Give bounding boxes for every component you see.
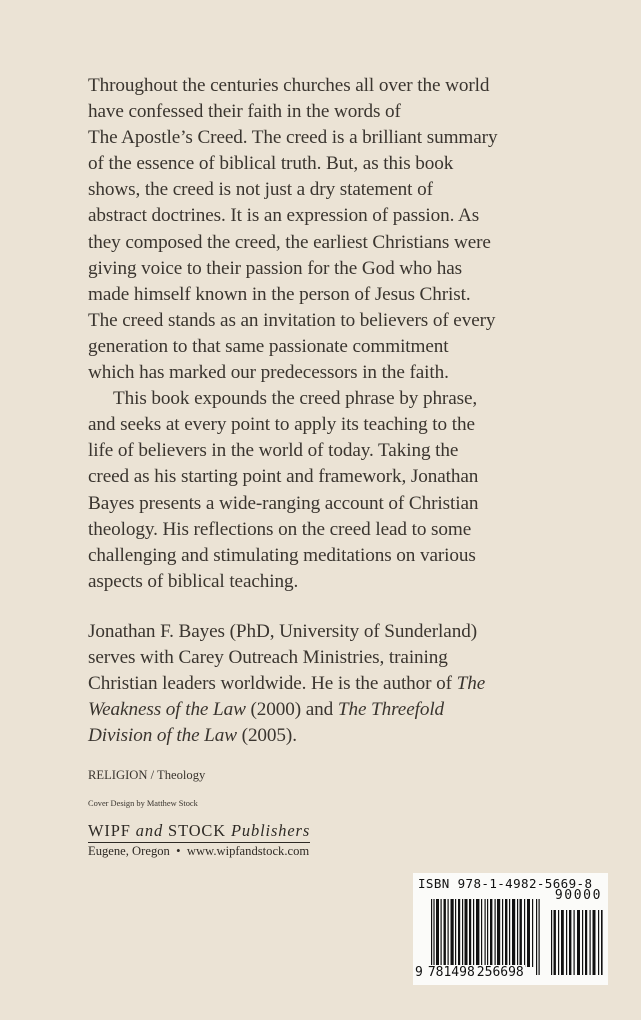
bio-text: (2005). — [236, 725, 297, 747]
text-line: Bayes presents a wide-ranging account of Christian — [88, 492, 479, 514]
isbn-barcode — [413, 873, 608, 985]
publisher-name-part: Publishers — [231, 821, 311, 840]
text-line: life of believers in the world of today. Taking the — [88, 440, 459, 462]
cover-design-credit: Cover Design by Matthew Stock — [88, 799, 198, 808]
text-line: they composed the creed, the earliest Christians were — [88, 231, 491, 253]
text-line: abstract doctrines. It is an expression of passion. As — [88, 205, 480, 227]
author-bio — [88, 619, 568, 749]
text-line: of the essence of biblical truth. But, as this book — [88, 153, 454, 175]
bullet-separator: • — [176, 844, 181, 858]
text-line: creed as his starting point and framework, Jonathan — [88, 466, 479, 488]
text-line: generation to that same passionate commitment — [88, 335, 449, 357]
text-line: challenging and stimulating meditations on various — [88, 544, 476, 566]
text-line: serves with Carey Outreach Ministries, training — [88, 647, 448, 669]
publisher-logo — [88, 821, 310, 843]
bio-text: (2000) and — [245, 699, 338, 721]
text-line: have confessed their faith in the words of — [88, 101, 401, 123]
barcode-digit-group: 781498 — [427, 965, 475, 980]
text-line: This book expounds the creed phrase by phrase, — [113, 388, 478, 410]
text-line: theology. His reflections on the creed lead to some — [88, 518, 472, 540]
barcode-digit-group: 256698 — [476, 965, 524, 980]
book-title: Weakness of the Law — [88, 699, 246, 721]
text-line — [88, 671, 568, 697]
publisher-website: www.wipfandstock.com — [186, 844, 310, 858]
text-line — [88, 697, 568, 723]
text-line: aspects of biblical teaching. — [88, 570, 299, 592]
text-line: giving voice to their passion for the God who has — [88, 257, 462, 279]
book-title: The — [456, 673, 486, 695]
blurb-paragraph-1 — [88, 73, 568, 386]
blurb-paragraph-2 — [88, 386, 568, 595]
price-addon-label: 90000 — [554, 888, 602, 903]
blurb — [88, 73, 568, 595]
barcode-digits — [415, 965, 525, 980]
publisher-location: Eugene, Oregon — [88, 844, 170, 858]
barcode-main-bars-icon — [431, 899, 541, 975]
publisher-address — [88, 843, 309, 859]
text-line: The Apostle’s Creed. The creed is a brilliant summary — [88, 127, 498, 149]
text-line: The creed stands as an invitation to believers of every — [88, 309, 496, 331]
bio-text: Christian leaders worldwide. He is the author of — [88, 673, 457, 695]
text-line: Throughout the centuries churches all over the world — [88, 75, 490, 96]
book-title: Division of the Law — [88, 725, 237, 747]
text-line: shows, the creed is not just a dry statement of — [88, 179, 433, 201]
text-line: and seeks at every point to apply its teaching to the — [88, 414, 475, 436]
isbn-label: ISBN 978-1-4982-5669-8 — [418, 876, 593, 891]
barcode-addon-bars-icon — [551, 910, 603, 975]
text-line: which has marked our predecessors in the faith. — [88, 362, 449, 384]
text-line: Jonathan F. Bayes (PhD, University of Sunderland) — [88, 621, 477, 642]
publisher-name-part: and — [135, 821, 164, 840]
book-title: The Threefold — [337, 699, 445, 721]
barcode-digit-lead: 9 — [415, 965, 423, 980]
text-line — [88, 723, 568, 749]
text-line: made himself known in the person of Jesus Christ. — [88, 283, 471, 305]
publisher-name-part: WIPF — [88, 821, 136, 840]
category-label: RELIGION / Theology — [88, 768, 206, 782]
publisher-name-part: STOCK — [163, 821, 231, 840]
